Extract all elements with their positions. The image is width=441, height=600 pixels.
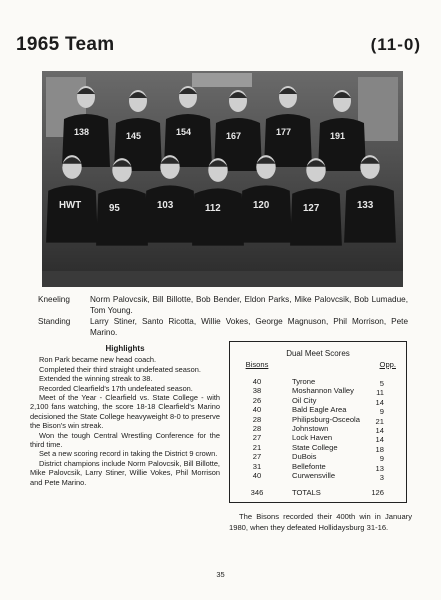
- highlight-item: Won the tough Central Wrestling Conference for the third time.: [30, 430, 220, 450]
- highlights-heading: Highlights: [105, 344, 145, 353]
- bisons-score: 40: [252, 405, 262, 415]
- score-row: [230, 377, 406, 386]
- highlight-item: District champions include Norm Palovcsik, Bill Billotte, Mike Palovcsik, Larry Stiner, Willie Vokes, Phil Morrison and Pete Marino.: [30, 458, 220, 487]
- milestone-note: The Bisons recorded their 400th win in January 1980, when they defeated Hollidaysburg 31-16.: [229, 512, 412, 532]
- dual-meet-scores-box: [229, 341, 407, 503]
- opponent-name: Johnstown: [292, 423, 329, 433]
- bisons-score: 27: [252, 452, 262, 462]
- bisons-score: 26: [252, 395, 262, 405]
- opponent-score: 9: [379, 454, 384, 464]
- highlight-item: Extended the winning streak to 38.: [39, 374, 153, 384]
- totals-row: [230, 488, 406, 498]
- score-row: [230, 415, 406, 424]
- opponent-name: Philipsburg-Osceola: [292, 414, 360, 424]
- score-row: [230, 462, 406, 471]
- jersey-number: 127: [303, 203, 320, 215]
- opponent-name: State College: [292, 442, 338, 452]
- opponent-score: 14: [375, 425, 384, 435]
- standing-names: Larry Stiner, Santo Ricotta, Willie Vokes, George Magnuson, Phil Morrison, Pete Marino.: [90, 317, 408, 337]
- jersey-number: HWT: [59, 200, 82, 212]
- jersey-number: 112: [205, 203, 221, 215]
- total-label: TOTALS: [292, 488, 321, 497]
- jersey-number: 103: [157, 200, 174, 212]
- highlight-item: Completed their third straight undefeated season.: [39, 364, 201, 374]
- team-photo: [42, 71, 403, 287]
- bisons-score: 40: [252, 470, 262, 480]
- total-opp: 126: [371, 488, 384, 497]
- score-row: [230, 396, 406, 405]
- page-title: 1965 Team: [16, 34, 115, 55]
- standing-label: Standing: [38, 317, 71, 326]
- bisons-score: 27: [252, 433, 262, 443]
- jersey-number: 120: [253, 200, 270, 212]
- total-bisons: 346: [250, 488, 264, 497]
- opponent-name: Oil City: [292, 395, 317, 405]
- team-photo-image: [42, 71, 403, 287]
- opponent-name: Curwensville: [292, 470, 336, 480]
- kneeling-names: Norm Palovcsik, Bill Billotte, Bob Bender, Eldon Parks, Mike Palovcsik, Bob Lumadue, Tom Young.: [90, 295, 408, 315]
- opponent-score: 21: [375, 416, 384, 426]
- opponent-name: Bellefonte: [292, 461, 326, 471]
- score-row: [230, 424, 406, 433]
- highlights-section: [30, 344, 220, 487]
- opponent-score: 13: [375, 463, 384, 473]
- jersey-number: 138: [74, 127, 90, 137]
- jersey-number: 191: [330, 131, 346, 141]
- opponent-name: Tyrone: [292, 377, 316, 386]
- bisons-score: 21: [252, 442, 262, 452]
- bisons-column-header: Bisons: [245, 360, 269, 369]
- bisons-score: 28: [252, 423, 262, 433]
- jersey-number: 154: [176, 127, 192, 137]
- jersey-number: 167: [226, 131, 242, 141]
- caption-standing-row: [38, 316, 408, 338]
- opponent-name: Bald Eagle Area: [292, 405, 347, 415]
- opponent-score: 11: [376, 388, 384, 398]
- highlight-item: Ron Park became new head coach.: [39, 355, 157, 365]
- opponent-score: 14: [375, 397, 384, 407]
- page-number: 35: [216, 570, 225, 579]
- caption-kneeling-row: [38, 294, 408, 316]
- opponent-name: Lock Haven: [292, 433, 333, 443]
- jersey-number: 133: [357, 200, 374, 212]
- highlight-item: Meet of the Year - Clearfield vs. State College - with 2,100 fans watching, the score 18-18 Clearfield's Marino decisioned the State College heavyweight 8-0 to preserve the Bison's win streak.: [30, 393, 220, 431]
- opponent-name: Moshannon Valley: [292, 386, 354, 396]
- score-row: [230, 386, 406, 398]
- jersey-number: 145: [126, 131, 142, 141]
- jersey-number: 95: [109, 203, 120, 215]
- opponent-score: 3: [379, 472, 384, 482]
- opponent-column-header: Opp.: [379, 360, 396, 369]
- photo-caption: [38, 294, 408, 338]
- highlight-item: Recorded Clearfield's 17th undefeated season.: [39, 383, 193, 393]
- opponent-score: 14: [375, 435, 384, 445]
- score-rows: [230, 377, 406, 480]
- opponent-score: 18: [375, 444, 384, 454]
- kneeling-label: Kneeling: [38, 295, 70, 304]
- opponent-name: DuBois: [292, 452, 317, 462]
- score-row: [230, 452, 406, 464]
- highlight-item: Set a new scoring record in taking the District 9 crown.: [39, 449, 218, 459]
- opponent-score: 9: [379, 407, 384, 417]
- bisons-score: 31: [252, 461, 262, 471]
- score-row: [230, 443, 406, 452]
- bisons-score: 40: [252, 377, 262, 386]
- jersey-number: 177: [276, 127, 292, 137]
- score-row: [230, 433, 406, 445]
- score-row: [230, 405, 406, 417]
- score-row: [230, 471, 406, 480]
- bisons-score: 38: [252, 386, 262, 396]
- bisons-score: 28: [252, 414, 262, 424]
- season-record: (11-0): [370, 35, 421, 54]
- scores-title: Dual Meet Scores: [286, 349, 350, 358]
- opponent-score: 5: [379, 379, 384, 388]
